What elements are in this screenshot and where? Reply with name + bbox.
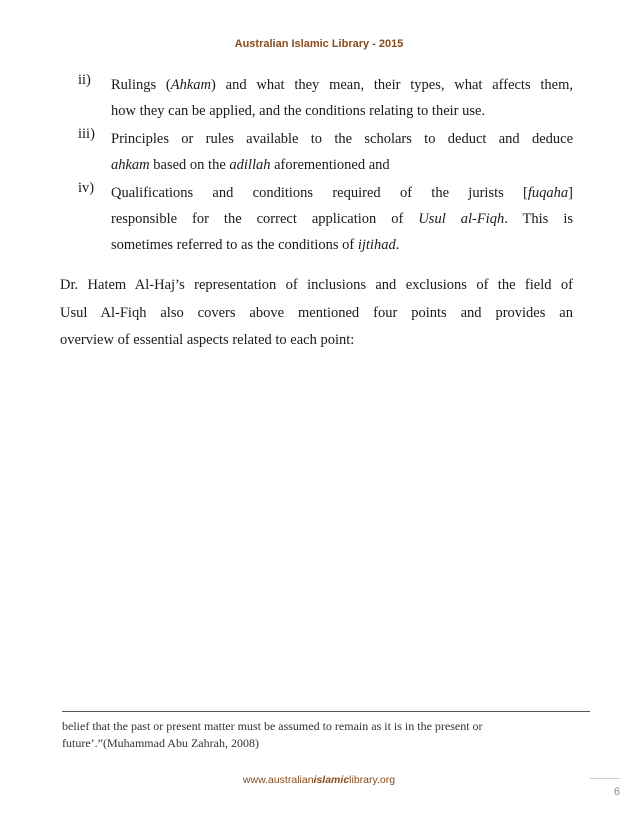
footnote xyxy=(62,718,582,752)
list-item-line: responsible for the correct application of Usul al-Fiqh. This is xyxy=(111,211,573,227)
footer-link-emphasis: islamic xyxy=(313,774,350,786)
list-item-iv xyxy=(78,180,573,258)
footer-website-link[interactable] xyxy=(0,774,638,786)
italic-term: Ahkam xyxy=(170,77,212,93)
italic-term: fuqaha xyxy=(527,185,569,201)
list-item-number: ii) xyxy=(78,72,91,88)
list-item-line: Qualifications and conditions required of the jurists [fuqaha] xyxy=(111,185,573,201)
paragraph-line: Usul Al-Fiqh also covers above mentioned four points and provides an xyxy=(60,304,573,321)
list-item-ii xyxy=(78,72,573,124)
paragraph-line: overview of essential aspects related to each point: xyxy=(60,332,355,348)
list-item-number: iii) xyxy=(78,126,95,142)
page-header: Australian Islamic Library - 2015 xyxy=(234,38,404,50)
footnote-separator xyxy=(62,711,590,712)
page-number-rule xyxy=(590,778,620,779)
italic-term: ijtihad xyxy=(357,237,396,253)
footer-link-suffix: library.org xyxy=(349,774,396,786)
italic-term: Usul al-Fiqh xyxy=(418,211,505,227)
italic-term: adillah xyxy=(229,157,271,173)
list-item-line: how they can be applied, and the conditions relating to their use. xyxy=(111,103,486,119)
body-paragraph xyxy=(60,272,573,355)
footnote-line: belief that the past or present matter must be assumed to remain as it is in the present or xyxy=(62,719,483,733)
page-number: 6 xyxy=(613,786,620,798)
list-item-line: sometimes referred to as the conditions of ijtihad. xyxy=(111,237,400,253)
italic-term: ahkam xyxy=(111,157,150,173)
paragraph-line: Dr. Hatem Al-Haj’s representation of inclusions and exclusions of the field of xyxy=(60,277,573,293)
list-item-iii xyxy=(78,126,573,178)
footer-link-prefix: www.australian xyxy=(242,774,314,786)
list-item-line: Rulings (Ahkam) and what they mean, their types, what affects them, xyxy=(111,77,574,93)
footnote-line: future’.”(Muhammad Abu Zahrah, 2008) xyxy=(62,736,259,750)
list-item-line: Principles or rules available to the scholars to deduct and deduce xyxy=(111,131,573,147)
list-item-text xyxy=(111,126,573,178)
list-item-number: iv) xyxy=(78,180,95,196)
list-item-text xyxy=(111,180,573,258)
list-item-line: ahkam based on the adillah aforementioned and xyxy=(111,157,390,173)
list-item-text xyxy=(111,72,573,124)
